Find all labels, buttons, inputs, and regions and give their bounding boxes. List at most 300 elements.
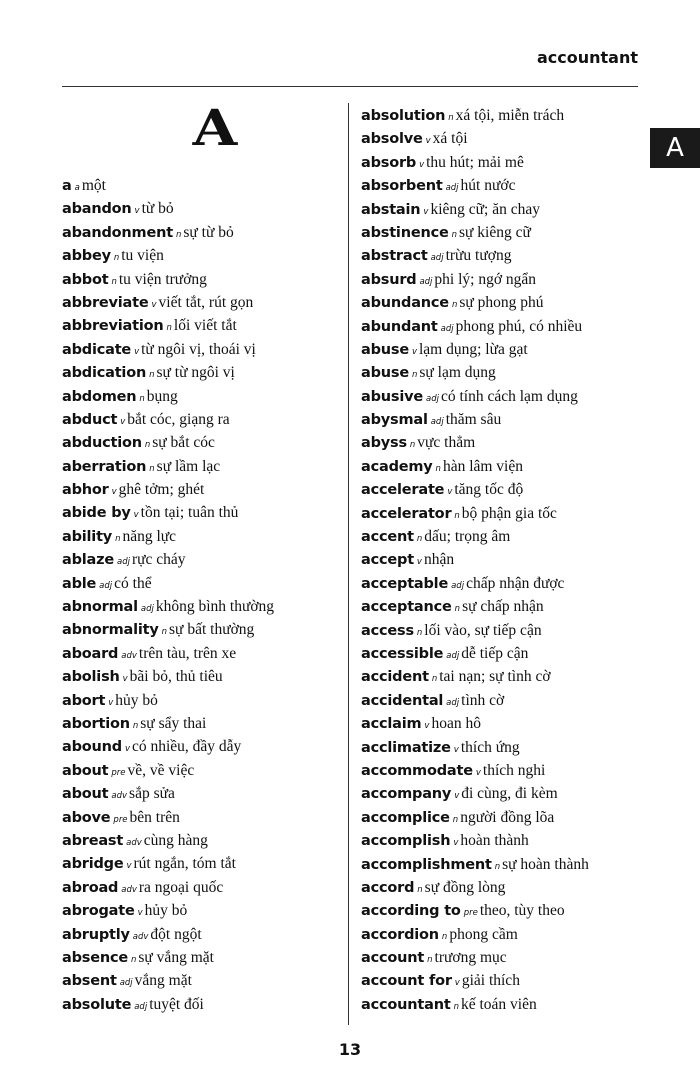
entry-definition: bộ phận gia tốc [461, 504, 557, 522]
left-column [62, 174, 346, 1016]
entry-part-of-speech: v [122, 674, 128, 685]
entry-definition: tuyệt đối [149, 995, 204, 1013]
entry-part-of-speech: n [494, 861, 501, 872]
entry-headword: abbreviation [62, 318, 164, 335]
entry-definition: bãi bỏ, thủ tiêu [129, 668, 223, 686]
dictionary-entry [361, 899, 661, 922]
entry-part-of-speech: n [448, 113, 454, 123]
entry-definition: có nhiều, đầy dẫy [131, 738, 242, 756]
entry-headword: accommodate [361, 762, 473, 779]
entry-part-of-speech: adj [446, 650, 460, 661]
entry-headword: abundant [361, 318, 438, 335]
dictionary-entry [62, 993, 346, 1016]
dictionary-entry [62, 174, 346, 197]
dictionary-entry [361, 548, 661, 571]
dictionary-entry [62, 268, 346, 291]
entry-headword: abruptly [62, 926, 130, 943]
entry-definition: một [81, 177, 106, 194]
dictionary-entry [62, 501, 346, 524]
dictionary-entry [361, 478, 661, 501]
entry-headword: ablaze [62, 552, 114, 569]
entry-part-of-speech: pre [111, 767, 126, 778]
dictionary-entry [62, 899, 346, 922]
entry-definition: người đồng lõa [460, 808, 555, 826]
dictionary-entry [361, 244, 661, 267]
entry-part-of-speech: v [111, 487, 117, 498]
entry-headword: abandon [62, 201, 132, 218]
entry-headword: abundance [361, 295, 449, 312]
entry-part-of-speech: n [416, 534, 423, 545]
entry-headword: accomplish [361, 833, 451, 850]
dictionary-entry [361, 455, 661, 478]
section-letter: A [192, 98, 238, 157]
running-head: accountant [536, 48, 638, 67]
dictionary-entry [62, 291, 346, 314]
entry-headword: abusive [361, 388, 423, 405]
dictionary-entry [62, 618, 346, 641]
entry-definition: tu viện trưởng [118, 270, 207, 288]
entry-part-of-speech: v [411, 346, 417, 357]
entry-headword: abolish [62, 669, 120, 686]
dictionary-entry [361, 806, 661, 829]
dictionary-entry [361, 525, 661, 548]
entry-part-of-speech: v [453, 838, 459, 849]
dictionary-entry [62, 595, 346, 618]
dictionary-entry [62, 689, 346, 712]
entry-headword: absolute [62, 996, 132, 1013]
entry-part-of-speech: n [175, 229, 182, 240]
entry-part-of-speech: v [134, 206, 140, 217]
entry-definition: hàn lâm viện [442, 457, 523, 475]
entry-definition: kế toán viên [460, 995, 537, 1013]
entry-definition: từ bỏ [141, 200, 174, 218]
dictionary-entry [361, 876, 661, 899]
entry-part-of-speech: n [149, 463, 155, 474]
dictionary-entry [361, 969, 661, 992]
entry-headword: abbey [62, 248, 111, 265]
dictionary-entry [62, 244, 346, 267]
entry-headword: access [361, 622, 414, 639]
entry-definition: tu viện [121, 247, 164, 265]
entry-headword: accountant [361, 996, 451, 1013]
dictionary-entry [62, 431, 346, 454]
entry-headword: abreast [62, 832, 124, 849]
entry-part-of-speech: v [424, 721, 430, 732]
entry-headword: abdication [62, 365, 147, 382]
entry-part-of-speech: n [149, 370, 155, 381]
entry-part-of-speech: v [134, 346, 140, 357]
entry-part-of-speech: adj [430, 417, 444, 428]
entry-definition: giải thích [461, 972, 520, 990]
entry-part-of-speech: adj [445, 183, 459, 194]
dictionary-entry [361, 572, 661, 595]
dictionary-entry [361, 174, 661, 197]
entry-part-of-speech: n [113, 253, 120, 264]
entry-definition: phi lý; ngớ ngẩn [434, 270, 537, 288]
entry-part-of-speech: v [454, 978, 460, 989]
dictionary-entry [361, 291, 661, 314]
entry-definition: viết tắt, rút gọn [158, 293, 254, 311]
entry-headword: absurd [361, 271, 417, 288]
entry-headword: according to [361, 903, 461, 920]
entry-part-of-speech: n [451, 300, 458, 311]
entry-definition: sự từ bỏ [183, 223, 234, 241]
entry-definition: bụng [146, 387, 178, 405]
entry-part-of-speech: v [419, 159, 425, 170]
entry-part-of-speech: adj [134, 1001, 148, 1012]
entry-definition: sự vắng mặt [138, 948, 214, 966]
dictionary-entry [361, 127, 661, 150]
entry-definition: thích nghi [482, 761, 546, 779]
entry-headword: abandonment [62, 224, 173, 241]
entry-part-of-speech: v [137, 908, 143, 919]
entry-part-of-speech: v [423, 206, 429, 217]
entry-definition: nhận [423, 551, 455, 569]
entry-headword: abstinence [361, 224, 449, 241]
column-divider [348, 103, 349, 1025]
entry-definition: sự bắt cóc [152, 434, 215, 452]
dictionary-entry [361, 619, 661, 642]
entry-part-of-speech: n [451, 229, 457, 240]
dictionary-entry [62, 852, 346, 875]
entry-part-of-speech: a [74, 183, 80, 193]
entry-headword: abbot [62, 271, 109, 288]
entry-headword: absent [62, 973, 117, 990]
dictionary-entry [361, 268, 661, 291]
entry-definition: sự lầm lạc [156, 457, 221, 475]
entry-part-of-speech: v [108, 697, 114, 708]
entry-definition: thăm sâu [445, 411, 502, 429]
entry-headword: abnormal [62, 599, 138, 616]
entry-headword: abysmal [361, 412, 428, 429]
entry-headword: abduct [62, 411, 118, 428]
entry-definition: về, về việc [127, 761, 195, 779]
entry-definition: năng lực [122, 527, 177, 545]
entry-definition: sự lạm dụng [419, 364, 496, 382]
dictionary-entry [62, 806, 346, 829]
entry-part-of-speech: adv [111, 791, 128, 802]
entry-definition: hủy bỏ [115, 691, 158, 709]
dictionary-entry [62, 969, 346, 992]
dictionary-entry [361, 361, 661, 384]
entry-headword: accelerate [361, 482, 445, 499]
entry-definition: ghê tởm; ghét [118, 481, 205, 499]
dictionary-entry [361, 502, 661, 525]
dictionary-entry [361, 431, 661, 454]
entry-part-of-speech: n [409, 440, 416, 451]
entry-headword: absence [62, 949, 128, 966]
dictionary-entry [62, 759, 346, 782]
dictionary-entry [62, 946, 346, 969]
dictionary-entry [62, 735, 346, 758]
entry-headword: abhor [62, 482, 109, 499]
entry-headword: abbreviate [62, 294, 149, 311]
entry-part-of-speech: adv [121, 884, 137, 895]
dictionary-entry [62, 478, 346, 501]
entry-part-of-speech: n [115, 533, 121, 544]
entry-definition: vắng mặt [134, 972, 192, 990]
entry-definition: tai nạn; sự tình cờ [439, 668, 551, 686]
entry-part-of-speech: adj [99, 580, 113, 591]
dictionary-entry [361, 408, 661, 431]
entry-part-of-speech: adv [121, 650, 137, 661]
entry-definition: hoan hô [431, 715, 481, 733]
entry-part-of-speech: v [126, 861, 132, 872]
entry-part-of-speech: n [454, 510, 460, 521]
entry-headword: ability [62, 528, 113, 545]
entry-definition: từ ngôi vị, thoái vị [141, 340, 256, 358]
dictionary-entry [62, 408, 346, 431]
entry-headword: acceptance [361, 599, 452, 616]
entry-definition: sự phong phú [459, 294, 544, 312]
entry-headword: accent [361, 529, 414, 546]
entry-headword: accompany [361, 786, 452, 803]
entry-headword: absolve [361, 131, 423, 148]
entry-headword: abrogate [62, 903, 135, 920]
entry-headword: accidental [361, 692, 444, 709]
dictionary-entry [361, 595, 661, 618]
entry-part-of-speech: adj [117, 557, 130, 568]
entry-definition: ra ngoại quốc [138, 878, 224, 896]
entry-definition: đột ngột [150, 925, 202, 943]
entry-part-of-speech: n [417, 884, 423, 895]
entry-headword: abdomen [62, 388, 137, 405]
dictionary-entry [361, 151, 661, 174]
header-rule [62, 86, 638, 87]
dictionary-entry [361, 759, 661, 782]
entry-definition: chấp nhận được [466, 574, 565, 592]
entry-definition: trương mục [434, 949, 507, 967]
entry-definition: trừu tượng [445, 247, 512, 265]
entry-definition: tồn tại; tuân thủ [140, 504, 239, 522]
entry-definition: hút nước [460, 177, 516, 195]
dictionary-entry [62, 782, 346, 805]
dictionary-entry [62, 642, 346, 665]
entry-headword: abduction [62, 435, 142, 452]
entry-part-of-speech: n [441, 931, 448, 942]
dictionary-entry [62, 338, 346, 361]
entry-part-of-speech: n [139, 393, 145, 404]
entry-headword: absorbent [361, 178, 443, 195]
entry-part-of-speech: adj [451, 580, 465, 591]
dictionary-entry [361, 221, 661, 244]
entry-part-of-speech: n [144, 440, 151, 451]
entry-part-of-speech: n [454, 604, 461, 615]
entry-part-of-speech: adv [126, 837, 142, 848]
entry-headword: accordion [361, 926, 439, 943]
entry-definition: sự chấp nhận [462, 598, 544, 616]
entry-definition: phong phú, có nhiều [455, 317, 583, 335]
entry-headword: abort [62, 692, 106, 709]
dictionary-entry [62, 525, 346, 548]
entry-part-of-speech: n [132, 720, 139, 731]
entry-part-of-speech: n [435, 463, 441, 474]
dictionary-entry [62, 314, 346, 337]
entry-part-of-speech: v [453, 744, 459, 755]
dictionary-entry [361, 315, 661, 338]
entry-headword: accomplishment [361, 856, 492, 873]
entry-headword: accessible [361, 645, 444, 662]
entry-headword: abound [62, 739, 122, 756]
entry-part-of-speech: n [161, 627, 168, 638]
dictionary-entry [62, 385, 346, 408]
entry-part-of-speech: v [475, 767, 481, 778]
entry-part-of-speech: n [130, 954, 137, 965]
entry-headword: abide by [62, 505, 131, 522]
thumb-index-tab: A [650, 128, 700, 168]
entry-definition: rút ngắn, tóm tắt [133, 855, 236, 873]
entry-headword: abyss [361, 435, 407, 452]
dictionary-entry [62, 455, 346, 478]
dictionary-entry [62, 572, 346, 595]
entry-headword: acceptable [361, 575, 449, 592]
entry-headword: about [62, 762, 109, 779]
dictionary-entry [62, 923, 346, 946]
entry-part-of-speech: v [425, 136, 431, 147]
dictionary-entry [361, 665, 661, 688]
entry-definition: sự bất thường [169, 621, 255, 639]
entry-part-of-speech: pre [463, 908, 478, 919]
entry-headword: acclimatize [361, 739, 451, 756]
dictionary-entry [62, 665, 346, 688]
entry-headword: abuse [361, 365, 409, 382]
entry-definition: phong cầm [449, 925, 518, 943]
entry-headword: account for [361, 973, 452, 990]
entry-definition: thu hút; mải mê [426, 153, 524, 171]
entry-part-of-speech: adj [446, 697, 460, 708]
entry-part-of-speech: adv [132, 931, 149, 942]
entry-definition: sự kiêng cữ [459, 223, 531, 241]
entry-part-of-speech: n [111, 276, 117, 287]
entry-part-of-speech: adj [119, 978, 133, 989]
entry-headword: abnormality [62, 622, 159, 639]
entry-headword: abstract [361, 248, 428, 265]
entry-definition: tình cờ [461, 691, 505, 709]
entry-definition: thích ứng [460, 738, 520, 756]
entry-part-of-speech: n [431, 674, 438, 685]
entry-part-of-speech: v [454, 791, 460, 802]
entry-definition: tăng tốc độ [454, 481, 524, 499]
entry-headword: a [62, 178, 72, 194]
entry-definition: kiêng cữ; ăn chay [430, 200, 540, 218]
dictionary-entry [62, 876, 346, 899]
entry-definition: sự sẩy thai [140, 714, 207, 732]
entry-definition: có thể [114, 574, 152, 592]
dictionary-entry [361, 993, 661, 1016]
entry-part-of-speech: n [416, 627, 423, 638]
entry-part-of-speech: v [120, 416, 126, 427]
entry-definition: lạm dụng; lừa gạt [418, 340, 528, 358]
entry-headword: accident [361, 669, 429, 686]
dictionary-entry [361, 689, 661, 712]
dictionary-entry [62, 548, 346, 571]
entry-definition: lối viết tắt [173, 317, 237, 335]
entry-definition: sắp sửa [129, 785, 175, 803]
entry-part-of-speech: adj [140, 604, 154, 615]
entry-part-of-speech: v [151, 299, 157, 310]
dictionary-entry [361, 829, 661, 852]
page-number: 13 [338, 1040, 362, 1059]
dictionary-entry [62, 361, 346, 384]
entry-definition: sự hoàn thành [502, 855, 589, 873]
entry-definition: lối vào, sự tiếp cận [424, 621, 542, 639]
entry-headword: academy [361, 458, 433, 475]
entry-part-of-speech: adj [419, 276, 433, 287]
entry-part-of-speech: adj [430, 253, 444, 264]
dictionary-entry [361, 782, 661, 805]
entry-definition: hủy bỏ [144, 902, 188, 920]
dictionary-entry [361, 338, 661, 361]
entry-definition: bên trên [129, 808, 180, 826]
entry-part-of-speech: n [452, 814, 459, 825]
entry-definition: có tính cách lạm dụng [440, 387, 578, 405]
entry-headword: account [361, 950, 425, 967]
dictionary-entry [361, 923, 661, 946]
entry-part-of-speech: v [447, 487, 453, 498]
entry-definition: theo, tùy theo [479, 902, 565, 920]
entry-definition: dấu; trọng âm [424, 528, 511, 546]
dictionary-entry [62, 221, 346, 244]
entry-headword: abridge [62, 856, 124, 873]
right-column [361, 104, 661, 1016]
dictionary-entry [62, 829, 346, 852]
dictionary-entry [361, 736, 661, 759]
entry-headword: absolution [361, 108, 446, 124]
entry-definition: cùng hàng [143, 831, 208, 849]
entry-headword: abortion [62, 715, 130, 732]
entry-headword: abdicate [62, 341, 132, 358]
entry-part-of-speech: pre [113, 814, 128, 825]
entry-headword: abuse [361, 341, 409, 358]
entry-definition: rực cháy [131, 551, 186, 569]
entry-headword: accept [361, 552, 414, 569]
entry-definition: đi cùng, đi kèm [461, 785, 558, 803]
dictionary-entry [62, 712, 346, 735]
dictionary-entry [62, 197, 346, 220]
entry-definition: xá tội, miễn trách [455, 107, 565, 124]
entry-headword: able [62, 575, 97, 592]
dictionary-entry [361, 198, 661, 221]
entry-headword: acclaim [361, 716, 422, 733]
entry-definition: bắt cóc, giạng ra [127, 410, 230, 428]
entry-definition: hoàn thành [460, 832, 529, 850]
entry-headword: abstain [361, 201, 421, 218]
entry-definition: xá tội [432, 130, 468, 148]
dictionary-entry [361, 946, 661, 969]
entry-headword: about [62, 786, 109, 803]
entry-headword: abroad [62, 879, 119, 896]
entry-part-of-speech: n [411, 370, 418, 381]
entry-headword: accomplice [361, 809, 450, 826]
dictionary-entry [361, 642, 661, 665]
entry-part-of-speech: v [416, 557, 422, 568]
entry-part-of-speech: adj [425, 393, 439, 404]
entry-headword: aboard [62, 645, 119, 662]
entry-definition: dễ tiếp cận [461, 644, 529, 662]
dictionary-entry [361, 712, 661, 735]
entry-part-of-speech: n [166, 323, 172, 334]
entry-definition: vực thẳm [417, 434, 476, 452]
entry-part-of-speech: n [427, 955, 433, 966]
dictionary-entry [361, 853, 661, 876]
entry-headword: above [62, 809, 111, 826]
entry-part-of-speech: adj [440, 323, 454, 334]
entry-definition: không bình thường [155, 598, 275, 616]
entry-part-of-speech: n [453, 1001, 459, 1012]
dictionary-entry [361, 104, 661, 127]
entry-definition: sự đồng lòng [424, 878, 506, 896]
entry-headword: absorb [361, 154, 417, 171]
